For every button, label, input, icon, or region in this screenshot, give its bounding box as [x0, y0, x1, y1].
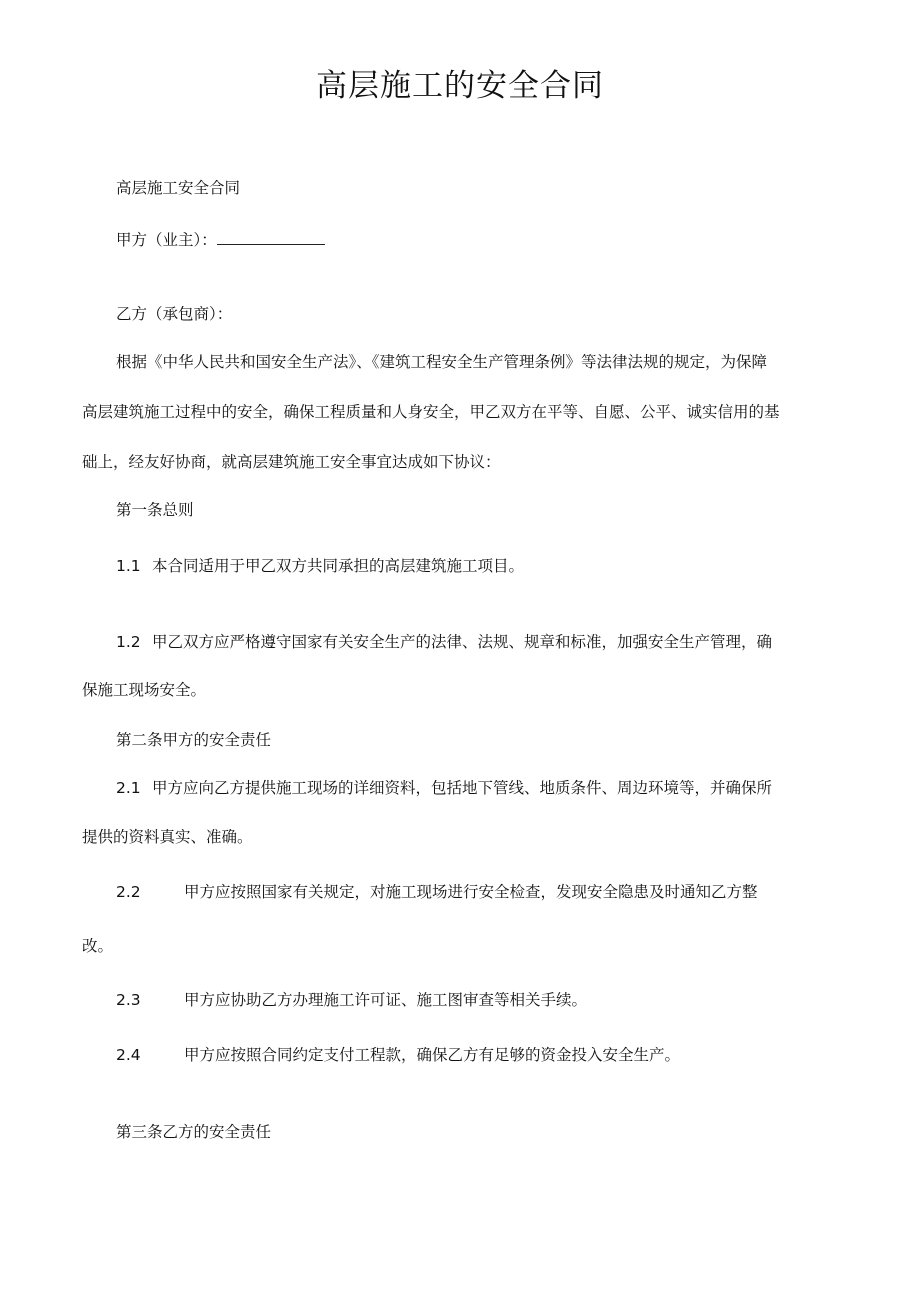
clause-1-2-cont: 保施工现场安全。 [82, 681, 207, 699]
clause-text: 甲方应按照国家有关规定，对施工现场进行安全检查，发现安全隐患及时通知乙方整 [184, 883, 758, 901]
article-2-heading: 第二条甲方的安全责任 [116, 731, 272, 749]
party-a-blank [217, 227, 325, 245]
clause-number: 2.3 [116, 991, 141, 1009]
clause-text: 甲方应协助乙方办理施工许可证、施工图审查等相关手续。 [184, 991, 588, 1009]
clause-text: 甲乙双方应严格遵守国家有关安全生产的法律、法规、规章和标准，加强安全生产管理，确 [152, 633, 773, 651]
clause-number: 2.1 [116, 779, 141, 797]
clause-2-1 [116, 777, 772, 799]
clause-text: 甲方应向乙方提供施工现场的详细资料，包括地下管线、地质条件、周边环境等，并确保所 [152, 779, 773, 797]
clause-2-1-cont: 提供的资料真实、准确。 [82, 828, 253, 846]
clause-number: 1.2 [116, 633, 141, 651]
article-1-heading: 第一条总则 [116, 501, 194, 519]
preamble-line-1 [116, 351, 838, 373]
party-b-label: 乙方（承包商）： [116, 305, 233, 323]
clause-number: 2.2 [116, 883, 141, 901]
clause-text: 本合同适用于甲乙双方共同承担的高层建筑施工项目。 [152, 557, 525, 575]
document-title: 高层施工的安全合同 [316, 68, 604, 104]
clause-2-4 [116, 1044, 680, 1066]
contract-subtitle: 高层施工安全合同 [116, 179, 241, 197]
preamble-text-1: 根据《中华人民共和国安全生产法》、《建筑工程安全生产管理条例》等法律法规的规定，为保障 [116, 353, 768, 371]
clause-2-2 [116, 881, 758, 903]
preamble-line-3: 础上，经友好协商，就高层建筑施工安全事宜达成如下协议： [82, 453, 501, 471]
clause-1-2 [116, 631, 772, 653]
clause-1-1 [116, 555, 524, 577]
party-a-label: 甲方（业主）： [116, 231, 217, 249]
preamble-line-2: 高层建筑施工过程中的安全，确保工程质量和人身安全，甲乙双方在平等、自愿、公平、诚实信用的基 [82, 403, 780, 421]
article-3-heading: 第三条乙方的安全责任 [116, 1123, 272, 1141]
clause-2-2-cont: 改。 [82, 937, 114, 955]
clause-number: 2.4 [116, 1046, 141, 1064]
clause-text: 甲方应按照合同约定支付工程款，确保乙方有足够的资金投入安全生产。 [184, 1046, 681, 1064]
party-a-line [116, 227, 325, 251]
clause-2-3 [116, 989, 587, 1011]
clause-number: 1.1 [116, 557, 141, 575]
